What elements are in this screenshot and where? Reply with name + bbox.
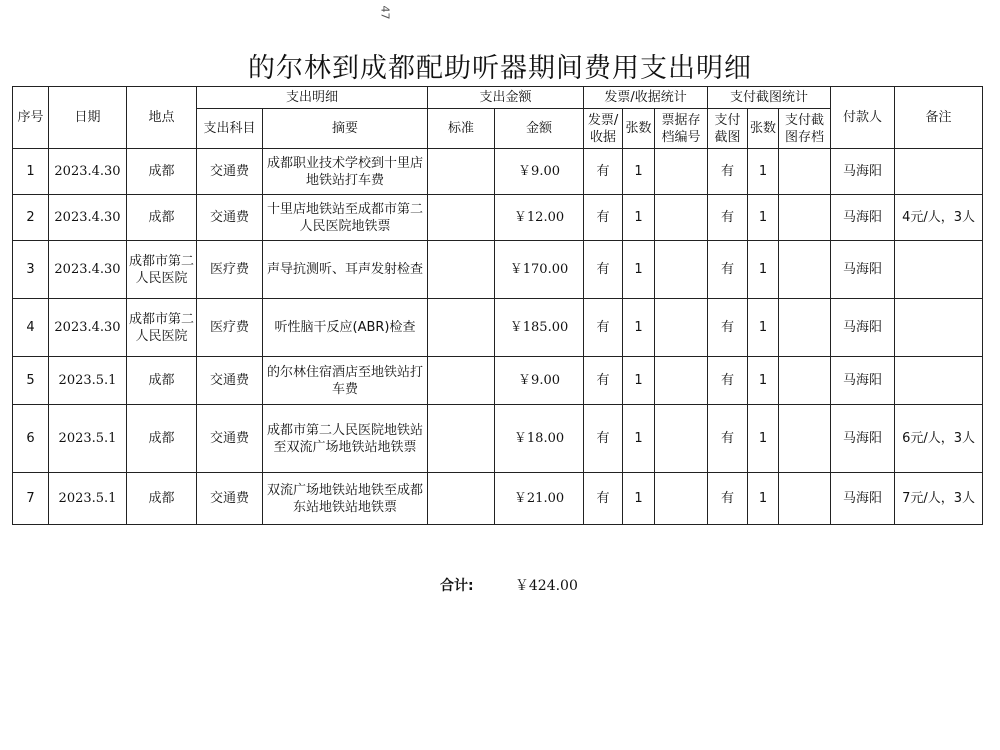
- row-screenshot-count: 1: [748, 149, 779, 195]
- row-seq: 7: [13, 473, 49, 525]
- row-payer: 马海阳: [831, 405, 895, 473]
- row-archive-no: [655, 473, 708, 525]
- row-payer: 马海阳: [831, 241, 895, 299]
- row-amount: ￥170.00: [495, 241, 584, 299]
- row-seq: 2: [13, 195, 49, 241]
- row-category: 医疗费: [197, 241, 263, 299]
- row-invoice-count: 1: [623, 405, 655, 473]
- row-standard: [428, 357, 495, 405]
- header-invoice: 发票/收据: [584, 109, 623, 149]
- row-archive-no: [655, 357, 708, 405]
- row-screenshot: 有: [708, 473, 748, 525]
- row-category: 交通费: [197, 149, 263, 195]
- row-screenshot-archive: [779, 357, 831, 405]
- row-screenshot-count: 1: [748, 299, 779, 357]
- row-category: 交通费: [197, 405, 263, 473]
- table-row: [13, 473, 983, 525]
- row-invoice: 有: [584, 473, 623, 525]
- row-category: 交通费: [197, 357, 263, 405]
- row-remark: [895, 357, 983, 405]
- row-date: 2023.4.30: [49, 195, 127, 241]
- row-invoice: 有: [584, 405, 623, 473]
- row-invoice: 有: [584, 195, 623, 241]
- row-remark: 7元/人，3人: [895, 473, 983, 525]
- table-body: [13, 149, 983, 525]
- row-summary: 成都市第二人民医院地铁站至双流广场地铁站地铁票: [263, 405, 428, 473]
- row-amount: ￥12.00: [495, 195, 584, 241]
- row-remark: [895, 149, 983, 195]
- row-archive-no: [655, 149, 708, 195]
- row-invoice-count: 1: [623, 299, 655, 357]
- row-standard: [428, 241, 495, 299]
- row-screenshot-archive: [779, 299, 831, 357]
- row-screenshot: 有: [708, 241, 748, 299]
- row-payer: 马海阳: [831, 473, 895, 525]
- table-row: [13, 357, 983, 405]
- header-standard: 标准: [428, 109, 495, 149]
- row-place: 成都: [127, 357, 197, 405]
- header-amount: 金额: [495, 109, 584, 149]
- header-screenshot-archive: 支付截图存档: [779, 109, 831, 149]
- row-seq: 3: [13, 241, 49, 299]
- expense-table: [12, 86, 983, 525]
- row-place: 成都: [127, 473, 197, 525]
- row-standard: [428, 195, 495, 241]
- header-payer: 付款人: [831, 87, 895, 149]
- row-category: 交通费: [197, 195, 263, 241]
- table-row: [13, 241, 983, 299]
- row-amount: ￥9.00: [495, 357, 584, 405]
- row-screenshot-archive: [779, 405, 831, 473]
- row-amount: ￥21.00: [495, 473, 584, 525]
- row-archive-no: [655, 299, 708, 357]
- row-screenshot: 有: [708, 405, 748, 473]
- row-place: 成都市第二人民医院: [127, 241, 197, 299]
- row-summary: 的尔林住宿酒店至地铁站打车费: [263, 357, 428, 405]
- row-summary: 声导抗测听、耳声发射检查: [263, 241, 428, 299]
- handwritten-page-mark: 47: [378, 5, 392, 20]
- table-row: [13, 299, 983, 357]
- row-standard: [428, 405, 495, 473]
- row-place: 成都: [127, 149, 197, 195]
- row-date: 2023.5.1: [49, 473, 127, 525]
- row-category: 医疗费: [197, 299, 263, 357]
- row-invoice-count: 1: [623, 357, 655, 405]
- header-seq: 序号: [13, 87, 49, 149]
- row-remark: 6元/人，3人: [895, 405, 983, 473]
- row-seq: 1: [13, 149, 49, 195]
- row-payer: 马海阳: [831, 357, 895, 405]
- row-place: 成都市第二人民医院: [127, 299, 197, 357]
- row-summary: 听性脑干反应(ABR)检查: [263, 299, 428, 357]
- row-screenshot: 有: [708, 299, 748, 357]
- row-date: 2023.4.30: [49, 241, 127, 299]
- row-screenshot-count: 1: [748, 195, 779, 241]
- row-remark: [895, 299, 983, 357]
- row-screenshot-archive: [779, 149, 831, 195]
- row-screenshot: 有: [708, 149, 748, 195]
- row-screenshot-archive: [779, 195, 831, 241]
- row-amount: ￥18.00: [495, 405, 584, 473]
- header-archive-no: 票据存档编号: [655, 109, 708, 149]
- header-row-top: [13, 87, 983, 109]
- header-category: 支出科目: [197, 109, 263, 149]
- row-screenshot: 有: [708, 357, 748, 405]
- row-seq: 6: [13, 405, 49, 473]
- row-remark: 4元/人，3人: [895, 195, 983, 241]
- table-row: [13, 405, 983, 473]
- row-seq: 4: [13, 299, 49, 357]
- row-standard: [428, 473, 495, 525]
- header-amount-group: 支出金额: [428, 87, 584, 109]
- row-summary: 十里店地铁站至成都市第二人民医院地铁票: [263, 195, 428, 241]
- total-label: 合计:: [440, 578, 474, 594]
- row-summary: 双流广场地铁站地铁至成都东站地铁站地铁票: [263, 473, 428, 525]
- row-date: 2023.4.30: [49, 149, 127, 195]
- header-invoice-group: 发票/收据统计: [584, 87, 708, 109]
- total-value: ￥424.00: [514, 578, 578, 594]
- table-row: [13, 149, 983, 195]
- row-screenshot-archive: [779, 241, 831, 299]
- row-remark: [895, 241, 983, 299]
- document-title: 的尔林到成都配助听器期间费用支出明细: [248, 53, 752, 84]
- row-payer: 马海阳: [831, 299, 895, 357]
- row-amount: ￥185.00: [495, 299, 584, 357]
- header-invoice-count: 张数: [623, 109, 655, 149]
- row-place: 成都: [127, 195, 197, 241]
- row-archive-no: [655, 405, 708, 473]
- row-invoice-count: 1: [623, 241, 655, 299]
- row-screenshot-archive: [779, 473, 831, 525]
- row-invoice-count: 1: [623, 195, 655, 241]
- row-invoice-count: 1: [623, 149, 655, 195]
- header-screenshot: 支付截图: [708, 109, 748, 149]
- row-place: 成都: [127, 405, 197, 473]
- header-summary: 摘要: [263, 109, 428, 149]
- row-standard: [428, 149, 495, 195]
- row-payer: 马海阳: [831, 195, 895, 241]
- row-screenshot-count: 1: [748, 405, 779, 473]
- row-invoice: 有: [584, 357, 623, 405]
- row-category: 交通费: [197, 473, 263, 525]
- header-remark: 备注: [895, 87, 983, 149]
- total-line: [440, 575, 578, 595]
- row-archive-no: [655, 195, 708, 241]
- row-screenshot-count: 1: [748, 241, 779, 299]
- row-date: 2023.5.1: [49, 357, 127, 405]
- row-amount: ￥9.00: [495, 149, 584, 195]
- row-date: 2023.5.1: [49, 405, 127, 473]
- row-invoice-count: 1: [623, 473, 655, 525]
- row-standard: [428, 299, 495, 357]
- row-screenshot: 有: [708, 195, 748, 241]
- header-detail-group: 支出明细: [197, 87, 428, 109]
- row-screenshot-count: 1: [748, 357, 779, 405]
- row-summary: 成都职业技术学校到十里店地铁站打车费: [263, 149, 428, 195]
- header-place: 地点: [127, 87, 197, 149]
- row-invoice: 有: [584, 149, 623, 195]
- header-date: 日期: [49, 87, 127, 149]
- row-invoice: 有: [584, 241, 623, 299]
- row-seq: 5: [13, 357, 49, 405]
- header-screenshot-count: 张数: [748, 109, 779, 149]
- row-date: 2023.4.30: [49, 299, 127, 357]
- row-screenshot-count: 1: [748, 473, 779, 525]
- row-invoice: 有: [584, 299, 623, 357]
- header-screenshot-group: 支付截图统计: [708, 87, 831, 109]
- row-payer: 马海阳: [831, 149, 895, 195]
- table-row: [13, 195, 983, 241]
- row-archive-no: [655, 241, 708, 299]
